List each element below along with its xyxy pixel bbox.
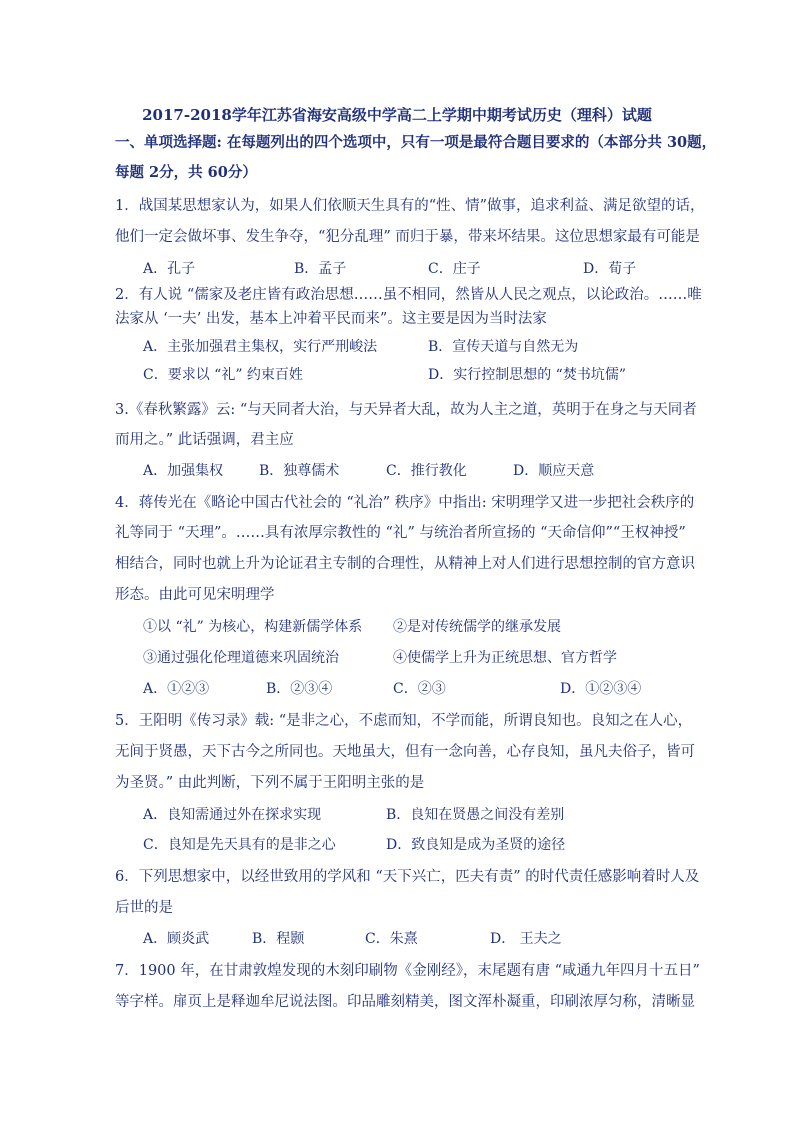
q4-item-2: ②是对传统儒学的继承发展 bbox=[393, 619, 561, 635]
q1-stem-line1: 1．战国某思想家认为，如果人们依顺天生具有的“性、情”做事，追求利益、满足欲望的话， bbox=[115, 198, 705, 214]
q1-option-b[interactable]: B．孟子 bbox=[294, 261, 347, 277]
q5-option-c[interactable]: C．良知是先天具有的是非之心 bbox=[143, 837, 336, 853]
q4-stem-line1: 4．蒋传光在《略论中国古代社会的 “礼治” 秩序》中指出: 宋明理学又进一步把社会秩序的 bbox=[115, 495, 695, 511]
q4-option-c[interactable]: C．②③ bbox=[393, 681, 446, 697]
q5-stem-line1: 5．王阳明《传习录》载: “是非之心，不虑而知，不学而能，所谓良知也。良知之在人心， bbox=[115, 713, 693, 729]
q2-stem-line1: 2．有人说 “儒家及老庄皆有政治思想……虽不相同，然皆从人民之观点，以论政治。……唯 bbox=[115, 287, 702, 303]
q2-stem-line2: 法家从 ‘一夫’ 出发，基本上冲着平民而来”。这主要是因为当时法家 bbox=[115, 311, 547, 327]
q3-option-c[interactable]: C．推行教化 bbox=[386, 463, 467, 479]
q4-stem-line3: 相结合，同时也就上升为论证君主专制的合理性，从精神上对人们进行思想控制的官方意识 bbox=[115, 556, 695, 572]
q4-stem-line4: 形态。由此可见宋明理学 bbox=[115, 587, 275, 603]
q6-stem-line1: 6．下列思想家中，以经世致用的学风和 “天下兴亡，匹夫有责” 的时代责任感影响着时人及 bbox=[115, 869, 700, 885]
q1-option-c[interactable]: C．庄子 bbox=[428, 261, 481, 277]
q6-option-d[interactable]: D． 王夫之 bbox=[490, 931, 562, 947]
q5-stem-line3: 为圣贤。” 由此判断，下列不属于王阳明主张的是 bbox=[115, 775, 425, 791]
q4-option-a[interactable]: A．①②③ bbox=[143, 681, 210, 697]
q2-option-c[interactable]: C．要求以 “礼” 约束百姓 bbox=[143, 367, 303, 383]
q3-stem-line2: 而用之。” 此话强调，君主应 bbox=[115, 432, 294, 448]
q6-option-a[interactable]: A．顾炎武 bbox=[143, 931, 210, 947]
q2-option-d[interactable]: D．实行控制思想的 “焚书坑儒” bbox=[428, 367, 626, 383]
q3-stem-line1: 3.《春秋繁露》云: “与天同者大治，与天异者大乱，故为人主之道，英明于在身之与天同者 bbox=[115, 402, 697, 418]
q3-option-a[interactable]: A．加强集权 bbox=[143, 463, 224, 479]
q6-stem-line2: 后世的是 bbox=[115, 900, 173, 916]
q4-item-1: ①以 “礼” 为核心，构建新儒学体系 bbox=[143, 619, 363, 635]
q3-option-d[interactable]: D．顺应天意 bbox=[513, 463, 595, 479]
section-heading-line2: 每题 2分，共 60分） bbox=[115, 164, 257, 181]
q5-option-a[interactable]: A．良知需通过外在探求实现 bbox=[143, 807, 322, 823]
q5-option-b[interactable]: B．良知在贤愚之间没有差别 bbox=[386, 807, 565, 823]
q1-option-d[interactable]: D．荀子 bbox=[583, 261, 637, 277]
q4-option-b[interactable]: B．②③④ bbox=[266, 681, 333, 697]
q3-option-b[interactable]: B．独尊儒术 bbox=[259, 463, 340, 479]
q4-option-d[interactable]: D．①②③④ bbox=[560, 681, 642, 697]
q6-option-b[interactable]: B．程颢 bbox=[252, 931, 305, 947]
q7-stem-line2: 等字样。扉页上是释迦牟尼说法图。印品雕刻精美，图文浑朴凝重，印刷浓厚匀称，清晰显 bbox=[115, 994, 695, 1010]
q4-item-3: ③通过强化伦理道德来巩固统治 bbox=[143, 650, 339, 666]
q4-stem-line2: 礼等同于 “天理”。……具有浓厚宗教性的 “礼” 与统治者所宣扬的 “天命信仰”“王权神授” bbox=[115, 525, 686, 541]
q2-option-b[interactable]: B．宣传天道与自然无为 bbox=[428, 339, 579, 355]
page-title: 2017-2018学年江苏省海安高级中学高二上学期中期考试历史（理科）试题 bbox=[142, 106, 652, 124]
section-heading-line1: 一、单项选择题: 在每题列出的四个选项中，只有一项是最符合题目要求的（本部分共 30题， bbox=[115, 134, 717, 151]
q1-stem-line2: 他们一定会做坏事、发生争夺，“犯分乱理” 而归于暴，带来坏结果。这位思想家最有可能是 bbox=[115, 229, 700, 245]
q1-option-a[interactable]: A．孔子 bbox=[143, 261, 196, 277]
q2-option-a[interactable]: A．主张加强君主集权，实行严刑峻法 bbox=[143, 339, 378, 355]
q6-option-c[interactable]: C．朱熹 bbox=[365, 931, 418, 947]
q5-option-d[interactable]: D．致良知是成为圣贤的途径 bbox=[386, 837, 566, 853]
q7-stem-line1: 7．1900 年，在甘肃敦煌发现的木刻印刷物《金刚经》，末尾题有唐 “咸通九年四月十五日” bbox=[115, 963, 700, 979]
q4-item-4: ④使儒学上升为正统思想、官方哲学 bbox=[393, 650, 617, 666]
q5-stem-line2: 无间于贤愚，天下古今之所同也。天地虽大，但有一念向善，心存良知，虽凡夫俗子，皆可 bbox=[115, 744, 695, 760]
